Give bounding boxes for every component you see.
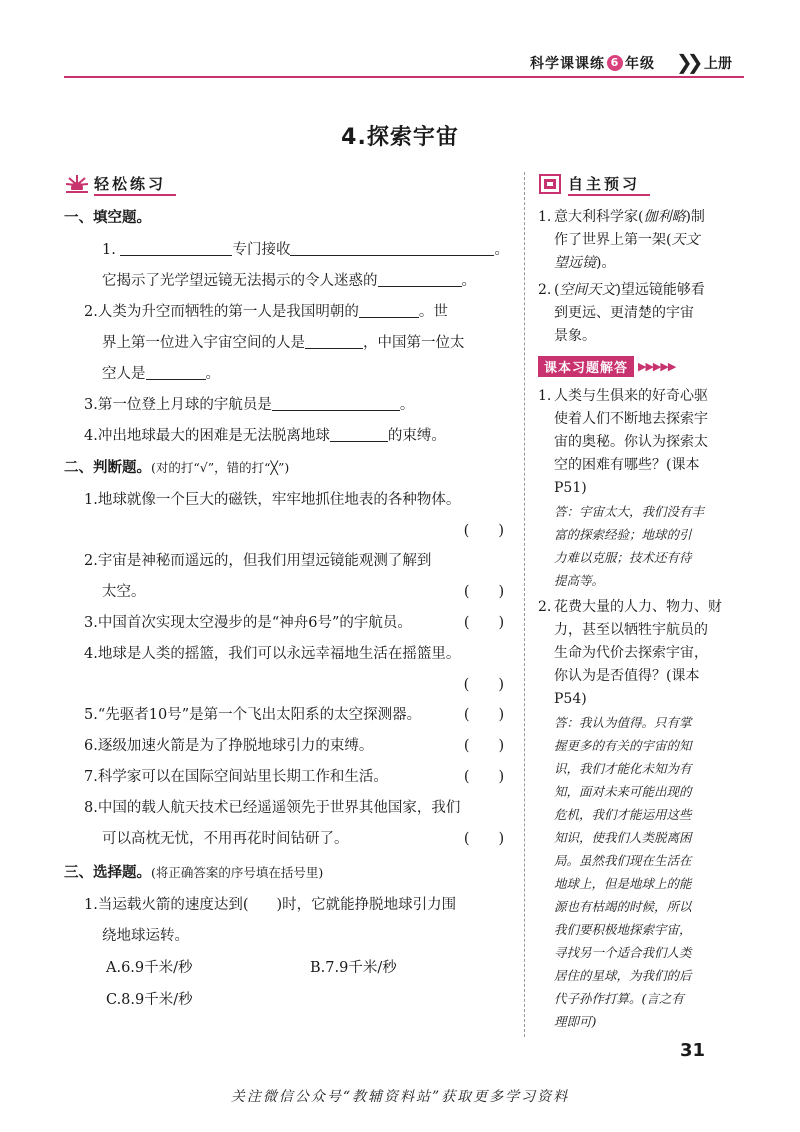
column-divider	[524, 172, 525, 1037]
judge-item	[64, 731, 514, 762]
item-text: 人类与生俱来的好奇心驱	[554, 388, 708, 404]
exercise-column	[64, 172, 514, 1016]
judge-text: 太空。	[102, 584, 146, 600]
answer-line: 知，面对未来可能出现的	[554, 784, 692, 799]
grade-number-badge: 6	[607, 55, 623, 71]
choice-options-row	[64, 984, 514, 1016]
item-text: 力，甚至以牺牲宇航员的	[554, 622, 708, 638]
book-icon	[538, 173, 564, 195]
question-fill-4	[64, 421, 514, 452]
judge-text: 1.地球就像一个巨大的磁铁，牢牢地抓住地表的各种物体。	[84, 492, 461, 508]
option-b[interactable]: B.7.9千米/秒	[310, 960, 397, 976]
q2-text: 。世	[418, 304, 448, 320]
choice-question	[64, 890, 514, 952]
choice-text: 1.当运载火箭的速度达到(	[84, 897, 249, 913]
q1-text: 。	[461, 273, 476, 289]
judge-item	[64, 762, 514, 793]
answer-line: 我们要积极地探索宇宙，	[554, 922, 692, 937]
judge-text: 3.中国首次实现太空漫步的是“神舟6号”的宇航员。	[84, 615, 412, 631]
double-chevron-icon: ❯❯	[676, 50, 698, 74]
item-text: )制	[685, 209, 705, 225]
question-fill-2	[64, 297, 514, 390]
item-answer: 空间天文	[559, 282, 616, 298]
judge-item	[64, 793, 514, 855]
item-text: 空的困难有哪些？(课本	[554, 457, 700, 473]
choice-options-row	[64, 952, 514, 984]
sun-burst-icon	[64, 173, 90, 195]
option-c[interactable]: C.8.9千米/秒	[106, 992, 193, 1008]
item-text: 宙的奥秘。你认为探索太	[554, 434, 708, 450]
judge-item	[64, 608, 514, 639]
answer-line: 寻找另一个适合我们人类	[554, 945, 692, 960]
q1-text: 它揭示了光学望远镜无法揭示的令人迷惑的	[102, 273, 378, 289]
answer-line: 答：我认为值得。只有掌	[554, 715, 692, 730]
item-answer: 伽利略	[643, 209, 686, 225]
item-text: 到更远、更清楚的宇宙	[554, 305, 694, 321]
q2-text: 空人是	[102, 366, 146, 382]
page-number: 31	[680, 1040, 706, 1061]
q3-text: 。	[399, 397, 415, 413]
answer-line: 代子孙作打算。(言之有	[554, 991, 684, 1006]
item-number: 2.	[538, 282, 552, 298]
section-note: (将正确答案的序号填在括号里)	[151, 865, 324, 880]
preview-badge	[538, 172, 743, 196]
item-answer: 望远镜	[554, 255, 596, 271]
preview-badge-label: 自主预习	[568, 173, 650, 196]
judge-text: 2.宇宙是神秘而遥远的，但我们用望远镜能观测了解到	[84, 553, 432, 569]
q2-text: 界上第一位进入宇宙空间的人是	[102, 335, 305, 351]
answer-parens[interactable]: ( )	[463, 738, 505, 754]
judge-text: 6.逐级加速火箭是为了挣脱地球引力的束缚。	[84, 738, 374, 754]
answer-parens[interactable]: ( )	[463, 615, 505, 631]
answer-line: 力难以克服；技术还有待	[554, 550, 692, 565]
textbook-question-1	[538, 385, 743, 500]
q4-text: 的束缚。	[387, 428, 446, 444]
answer-2	[538, 711, 743, 1033]
judge-text: 8.中国的载人航天技术已经遥遥领先于世界其他国家，我们	[84, 800, 461, 816]
practice-badge	[64, 172, 514, 196]
grade-label: 年级	[625, 56, 655, 72]
answer-blank[interactable]	[330, 424, 388, 442]
answer-line: 富的探索经验；地球的引	[554, 527, 692, 542]
item-number: 1.	[538, 388, 552, 404]
answer-blank[interactable]	[290, 238, 494, 256]
header-rule	[64, 76, 744, 78]
judge-text: 可以高枕无忧，不用再花时间钻研了。	[102, 831, 349, 847]
item-text: P51)	[554, 480, 587, 496]
judge-text: 7.科学家可以在国际空间站里长期工作和生活。	[84, 769, 388, 785]
answer-line: 居住的星球，为我们的后	[554, 968, 692, 983]
judge-item	[64, 700, 514, 731]
answer-parens[interactable]: ( )	[463, 831, 505, 847]
choice-text: )时，它就能挣脱地球引力围	[276, 897, 457, 913]
item-answer: 天文	[671, 232, 700, 248]
choice-text: 绕地球运转。	[102, 928, 189, 944]
q4-text: 4.冲出地球最大的困难是无法脱离地球	[84, 428, 330, 444]
answer-blank[interactable]	[146, 362, 206, 380]
answer-blank[interactable]	[378, 269, 462, 287]
footer-note: 关注微信公众号“教辅资料站”获取更多学习资料	[230, 1089, 570, 1105]
page-title: 4.探索宇宙	[341, 125, 459, 150]
answer-parens[interactable]: ( )	[463, 707, 505, 723]
answer-blank[interactable]	[120, 238, 232, 256]
section-title: 二、判断题。	[64, 460, 151, 476]
answer-blank[interactable]	[305, 331, 363, 349]
item-text: 作了世界上第一架(	[554, 232, 672, 248]
item-text: 花费大量的人力、物力、财	[554, 599, 722, 615]
arrow-right-icon: ▶▶▶▶▶	[638, 360, 676, 373]
answer-line: 握更多的有关的宇宙的知	[554, 738, 692, 753]
judge-text: 4.地球是人类的摇篮，我们可以永远幸福地生活在摇篮里。	[84, 646, 461, 662]
textbook-answers-header	[538, 356, 743, 377]
answer-line: 危机，我们才能运用这些	[554, 807, 692, 822]
item-text: (	[554, 282, 560, 298]
answer-line: 识，我们才能化未知为有	[554, 761, 692, 776]
answer-line: 地球上，但是地球上的能	[554, 876, 692, 891]
item-text: 生命为代价去探索宇宙，	[554, 645, 708, 661]
item-number: 2.	[538, 599, 552, 615]
q2-text: 。	[205, 366, 220, 382]
item-text: )望远镜能够看	[615, 282, 705, 298]
judge-item	[64, 639, 514, 700]
answer-line: 源也有枯竭的时候，所以	[554, 899, 692, 914]
item-text: 意大利科学家(	[554, 209, 644, 225]
q1-text: 专门接收	[232, 242, 291, 258]
answer-blank[interactable]	[272, 393, 400, 411]
q1-text: 。	[494, 242, 509, 258]
judge-item	[64, 546, 514, 608]
item-text: 你认为是否值得？(课本	[554, 668, 700, 684]
preview-item-2	[538, 279, 743, 348]
option-a[interactable]: A.6.9千米/秒	[106, 960, 193, 976]
answer-blank[interactable]	[359, 300, 419, 318]
answer-1	[538, 500, 743, 592]
section-title: 三、选择题。	[64, 865, 151, 881]
item-text: )。	[596, 255, 616, 271]
section-note: (对的打“√”，错的打“╳”)	[151, 460, 290, 475]
q2-text: ，中国第一位太	[363, 335, 465, 351]
answer-parens[interactable]: ( )	[463, 523, 504, 539]
volume-label: 上册	[704, 56, 732, 72]
section-choice	[64, 861, 514, 882]
textbook-answers-label: 课本习题解答	[538, 356, 634, 377]
answer-line: 提高等。	[554, 573, 605, 588]
answer-parens[interactable]: ( )	[463, 769, 505, 785]
series-name: 科学课课练	[530, 56, 605, 72]
section-fill-blank: 一、填空题。	[64, 210, 151, 226]
textbook-question-2	[538, 596, 743, 711]
q3-text: 3.第一位登上月球的宇航员是	[84, 397, 272, 413]
item-number: 1.	[538, 209, 552, 225]
answer-line: 答：宇宙太大，我们没有丰	[554, 504, 705, 519]
preview-column	[538, 172, 743, 1033]
item-text: P54)	[554, 691, 587, 707]
answer-parens[interactable]: ( )	[463, 584, 505, 600]
judge-text: 5.“先驱者10号”是第一个飞出太阳系的太空探测器。	[84, 707, 422, 723]
answer-line: 知识，使我们人类脱离困	[554, 830, 692, 845]
answer-parens[interactable]: ( )	[463, 677, 504, 693]
q1-number: 1.	[102, 242, 116, 258]
item-text: 使着人们不断地去探索宇	[554, 411, 708, 427]
header-series	[530, 53, 655, 73]
judge-item	[64, 485, 514, 546]
practice-badge-label: 轻松练习	[94, 173, 176, 196]
question-fill-1	[64, 235, 514, 297]
item-text: 景象。	[554, 328, 596, 344]
q2-text: 2.人类为升空而牺牲的第一人是我国明朝的	[84, 304, 359, 320]
question-fill-3	[64, 390, 514, 421]
answer-line: 局。虽然我们现在生活在	[554, 853, 692, 868]
section-true-false	[64, 456, 514, 477]
preview-item-1	[538, 206, 743, 275]
answer-line: 理即可)	[554, 1014, 597, 1029]
